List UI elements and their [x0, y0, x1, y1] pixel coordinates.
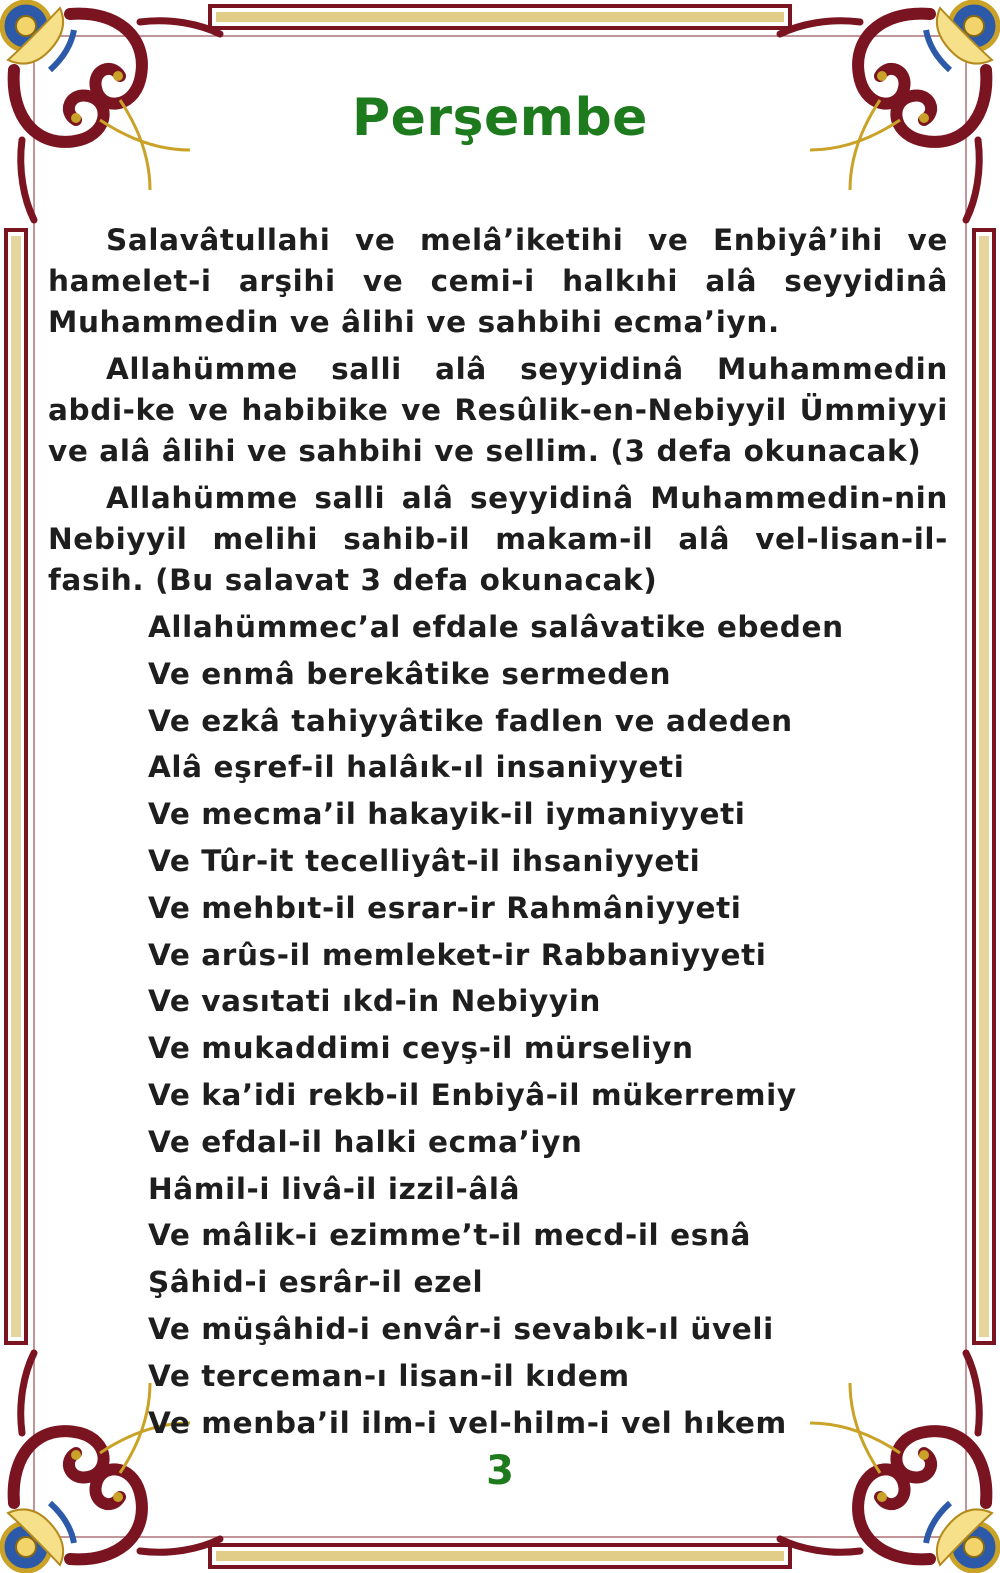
verse-line: Alâ eşref-il halâık-ıl insaniyyeti	[148, 750, 685, 785]
body-text	[48, 220, 948, 607]
verse-line: Hâmil-i livâ-il izzil-âlâ	[148, 1171, 521, 1206]
verse-line: Ve ezkâ tahiyyâtike fadlen ve adeden	[148, 703, 793, 738]
verse-line: Ve Tûr-it tecelliyât-il ihsaniyyeti	[148, 843, 701, 878]
verse-line: Ve mehbıt-il esrar-ir Rahmâniyyeti	[148, 890, 742, 925]
paragraph: Allahümme salli alâ seyyidinâ Muhammedin-nin Nebiyyil melihi sahib-il makam-il alâ vel-lisan-il-fasih. (Bu salavat 3 defa okunacak)	[48, 481, 948, 597]
verse-line: Ve efdal-il halki ecma’iyn	[148, 1124, 583, 1159]
verse-line: Ve mâlik-i ezimme’t-il mecd-il esnâ	[148, 1218, 751, 1253]
verse-line: Ve arûs-il memleket-ir Rabbaniyyeti	[148, 937, 767, 972]
verse-line: Ve menba’il ilm-i vel-hilm-i vel hıkem	[148, 1405, 787, 1440]
verse-line: Ve mecma’il hakayik-il iymaniyyeti	[148, 797, 746, 832]
verse-line: Ve mukaddimi ceyş-il mürseliyn	[148, 1031, 694, 1066]
verse-block	[148, 604, 844, 1446]
verse-line: Ve vasıtati ıkd-in Nebiyyin	[148, 984, 601, 1019]
verse-line: Allahümmec’al efdale salâvatike ebeden	[148, 610, 844, 644]
paragraph: Allahümme salli alâ seyyidinâ Muhammedin abdi-ke ve habibike ve Resûlik-en-Nebiyyil Ümmiyyi ve alâ âlihi ve sahbihi ve sellim. (3 defa okunacak)	[48, 352, 948, 468]
page-title: Perşembe	[352, 88, 648, 148]
verse-line: Şâhid-i esrâr-il ezel	[148, 1265, 484, 1300]
verse-line: Ve ka’idi rekb-il Enbiyâ-il mükerremiy	[148, 1077, 797, 1112]
verse-line: Ve müşâhid-i envâr-i sevabık-ıl üveli	[148, 1311, 774, 1346]
paragraph: Salavâtullahi ve melâ’iketihi ve Enbiyâ’ihi ve hamelet-i arşihi ve cemi-i halkıhi alâ seyyidinâ Muhammedin ve âlihi ve sahbihi ecma’iyn.	[48, 223, 948, 339]
verse-line: Ve enmâ berekâtike sermeden	[148, 656, 672, 691]
verse-line: Ve terceman-ı lisan-il kıdem	[148, 1358, 630, 1393]
page-number: 3	[486, 1448, 514, 1494]
